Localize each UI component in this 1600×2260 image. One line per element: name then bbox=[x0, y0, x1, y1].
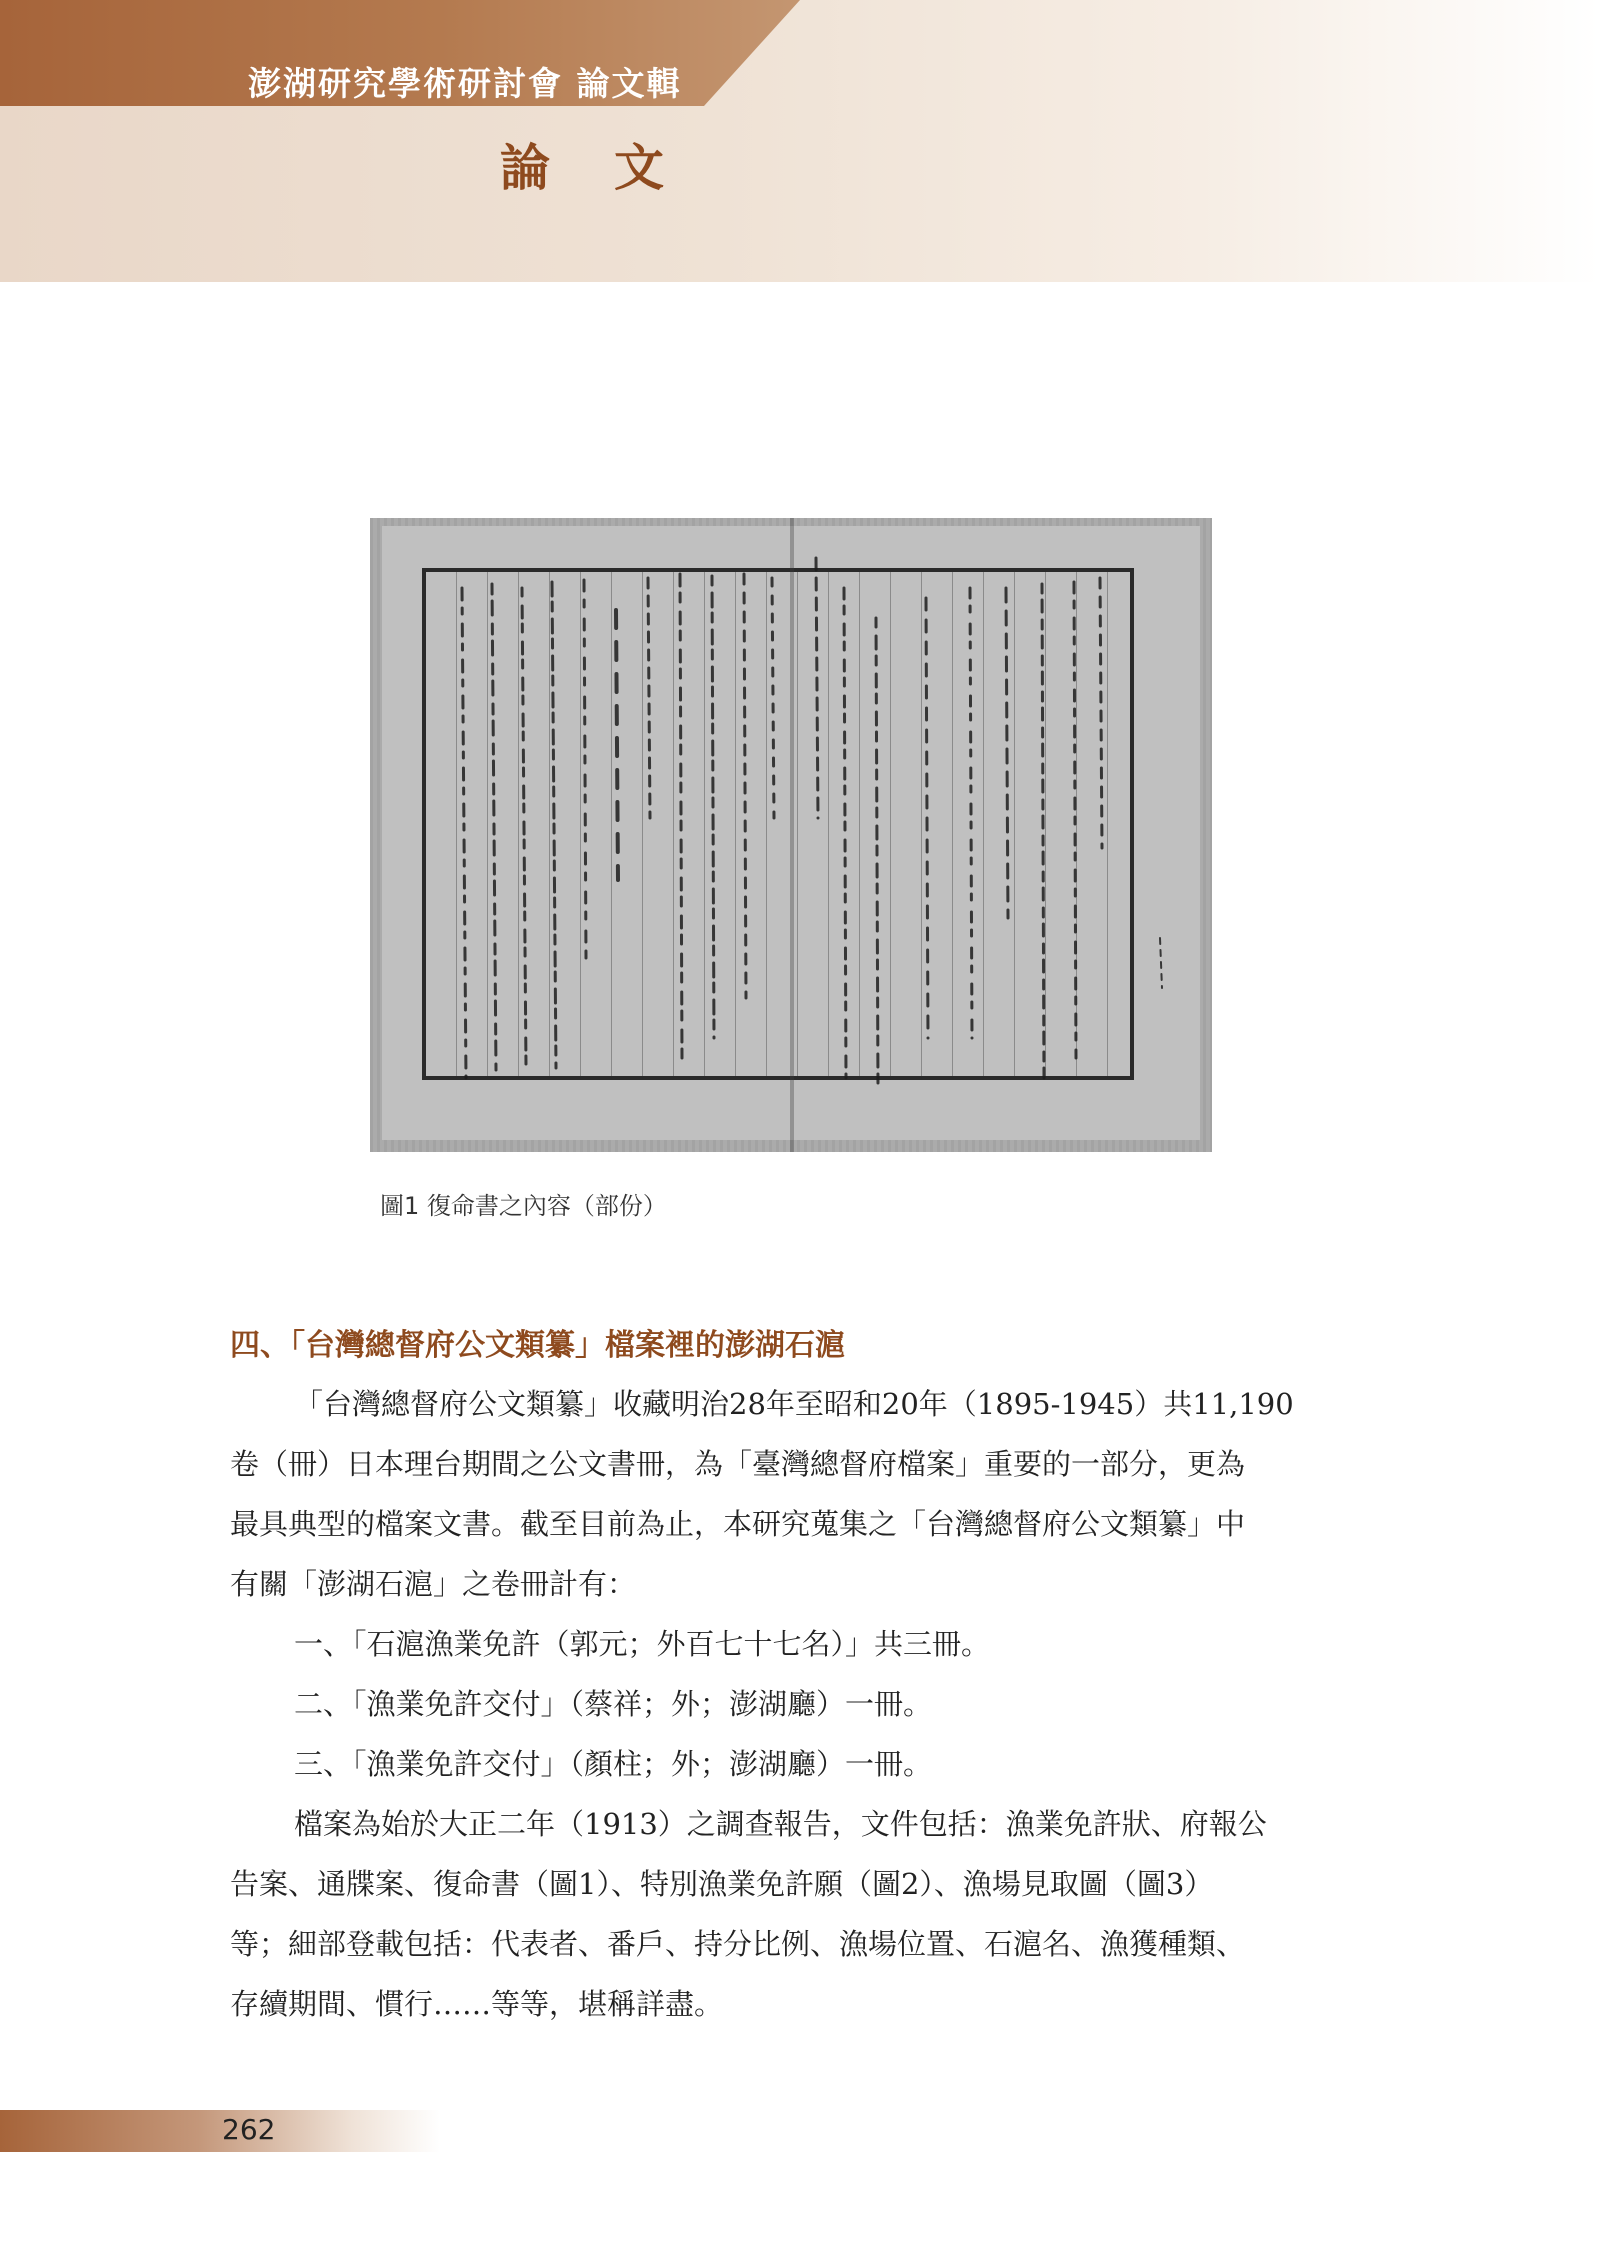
page-number: 262 bbox=[222, 2113, 276, 2146]
paragraph-line: 有關「澎湖石滬」之卷冊計有： bbox=[230, 1567, 637, 1601]
footer-bar bbox=[0, 2110, 440, 2152]
list-item: 三、「漁業免許交付」（顏柱；外；澎湖廳）一冊。 bbox=[294, 1747, 933, 1781]
handwriting-strokes bbox=[370, 518, 1212, 1152]
section-heading: 四、「台灣總督府公文類纂」檔案裡的澎湖石滬 bbox=[230, 1328, 845, 1363]
figure-image bbox=[370, 518, 1212, 1152]
paragraph-line: 等；細部登載包括：代表者、番戶、持分比例、漁場位置、石滬名、漁獲種類、 bbox=[230, 1927, 1246, 1961]
figure-caption: 圖1 復命書之內容（部份） bbox=[380, 1192, 667, 1220]
paragraph-line: 「台灣總督府公文類纂」收藏明治28年至昭和20年（1895-1945）共11,190 bbox=[294, 1387, 1294, 1421]
list-item: 二、「漁業免許交付」（蔡祥；外；澎湖廳）一冊。 bbox=[294, 1687, 933, 1721]
paragraph-line: 最具典型的檔案文書。截至目前為止，本研究蒐集之「台灣總督府公文類纂」中 bbox=[230, 1507, 1246, 1541]
page-header bbox=[0, 0, 1600, 282]
paragraph-line: 告案、通牒案、復命書（圖1）、特別漁業免許願（圖2）、漁場見取圖（圖3） bbox=[230, 1867, 1214, 1901]
paragraph-line: 存續期間、慣行……等等，堪稱詳盡。 bbox=[230, 1987, 724, 2021]
paragraph-line: 卷（冊）日本理台期間之公文書冊，為「臺灣總督府檔案」重要的一部分，更為 bbox=[230, 1447, 1246, 1481]
series-title: 澎湖研究學術研討會 論文輯 bbox=[248, 64, 682, 103]
paragraph-line: 檔案為始於大正二年（1913）之調查報告，文件包括：漁業免許狀、府報公 bbox=[294, 1807, 1267, 1841]
list-item: 一、「石滬漁業免許（郭元；外百七十七名）」共三冊。 bbox=[294, 1627, 991, 1661]
section-label: 論文 bbox=[500, 138, 728, 197]
